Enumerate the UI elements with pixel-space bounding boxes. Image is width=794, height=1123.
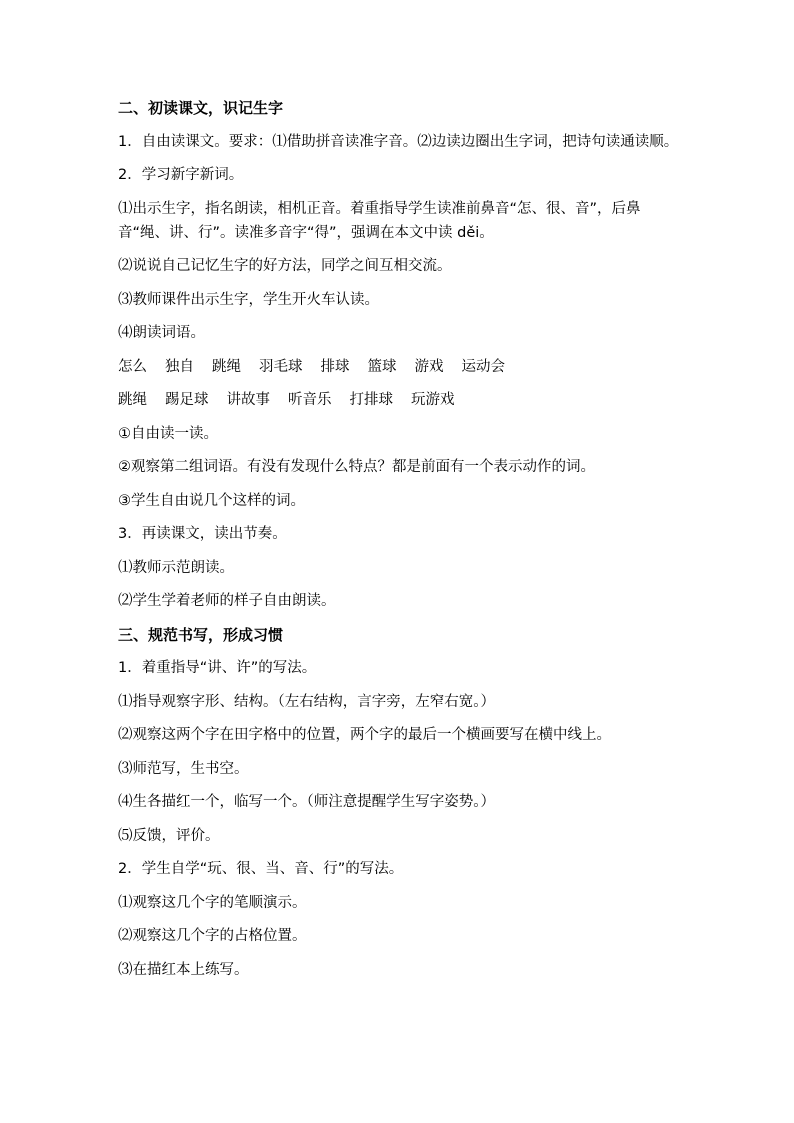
paragraph: 2．学习新字新词。 [118, 167, 244, 183]
word: 踢足球 [165, 392, 209, 408]
section-heading-2: 二、初读课文，识记生字 [118, 99, 284, 117]
word: 游戏 [414, 358, 444, 375]
word: 打排球 [349, 392, 393, 408]
paragraph: ⑶教师课件出示生字，学生开火车认读。 [118, 291, 379, 308]
paragraph: ⑵学生学着老师的样子自由朗读。 [118, 593, 336, 609]
paragraph: 3．再读课文，读出节奏。 [118, 526, 287, 542]
word: 排球 [320, 358, 350, 375]
paragraph: ⑴指导观察字形、结构。（左右结构，言字旁，左窄右宽。） [118, 693, 495, 710]
paragraph: ⑵观察这几个字的占格位置。 [118, 928, 307, 944]
paragraph: ⑶在描红本上练写。 [118, 961, 249, 978]
paragraph: 1．自由读课文。要求：⑴借助拼音读准字音。⑵边读边圈出生字词，把诗句读通读顺。 [118, 133, 679, 150]
word-list-1 [118, 355, 688, 379]
paragraph: ⑷生各描红一个，临写一个。（师注意提醒学生写字姿势。） [118, 794, 495, 810]
paragraph: ⑶师范写，生书空。 [118, 760, 249, 777]
paragraph: ⑵观察这两个字在田字格中的位置，两个字的最后一个横画要写在横中线上。 [118, 727, 611, 743]
paragraph: ②观察第二组词语。有没有发现什么特点？都是前面有一个表示动作的词。 [118, 459, 595, 475]
paragraph: ⑴观察这几个字的笔顺演示。 [118, 894, 307, 911]
word: 跳绳 [118, 392, 147, 408]
word: 听音乐 [288, 392, 332, 408]
paragraph: ③学生自由说几个这样的词。 [118, 492, 305, 509]
paragraph: ⑵说说自己记忆生字的好方法，同学之间互相交流。 [118, 258, 452, 274]
word: 运动会 [461, 358, 505, 375]
word: 怎么 [118, 358, 147, 375]
word: 篮球 [367, 358, 397, 375]
paragraph: ⑴出示生字，指名朗读，相机正音。着重指导学生读准前鼻音“怎、很、音”，后鼻音“绳、讲、行”。读准多音字“得”，强调在本文中读 děi。 [118, 200, 641, 241]
word: 讲故事 [226, 392, 270, 408]
document-page [118, 96, 688, 991]
word: 羽毛球 [259, 358, 303, 375]
paragraph: 1．着重指导“讲、许”的写法。 [118, 660, 317, 676]
paragraph: ①自由读一读。 [118, 425, 218, 442]
word: 跳绳 [212, 358, 241, 375]
paragraph: 2．学生自学“玩、很、当、音、行”的写法。 [118, 861, 404, 877]
word-list-2 [118, 388, 688, 412]
paragraph: ⑴教师示范朗读。 [118, 559, 234, 576]
paragraph: ⑷朗读词语。 [118, 325, 205, 341]
word: 独自 [165, 358, 194, 375]
section-heading-3: 三、规范书写，形成习惯 [118, 625, 284, 644]
paragraph: ⑸反馈，评价。 [118, 827, 220, 844]
word: 玩游戏 [411, 392, 455, 408]
